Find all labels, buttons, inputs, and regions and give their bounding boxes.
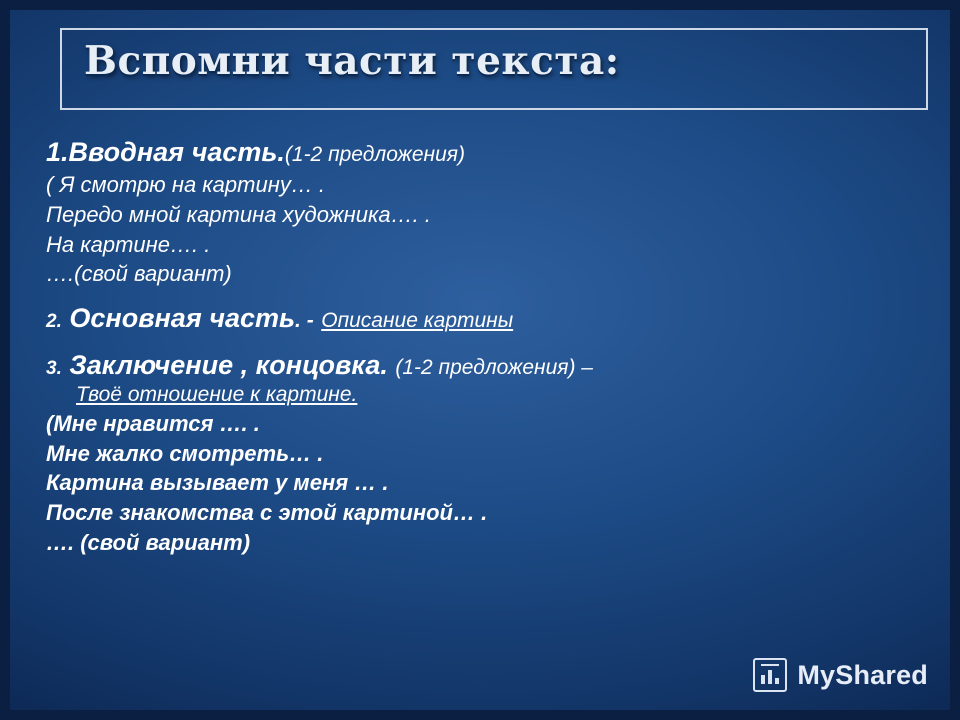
section-1-line-4: ….(свой вариант) [46,261,232,287]
section-3-title: Заключение , концовка. [69,350,388,381]
section-2-number: 2. [46,311,62,333]
section-3-note: (1-2 предложения) – [395,356,593,380]
section-3-number: 3. [46,358,62,380]
section-3-line-2: Мне жалко смотреть… . [46,440,324,466]
section-1-line-1: ( Я смотрю на картину… . [46,171,326,197]
section-3-line-3: Картина вызывает у меня … . [46,470,389,496]
section-3-line-1: (Мне нравится …. . [46,410,260,436]
section-3-heading [46,349,926,382]
section-3-underlined: Твоё отношение к картине. [76,383,358,407]
section-2-note: . - [295,309,314,333]
myshared-logo[interactable] [753,658,928,692]
section-1-note: (1-2 предложения) [284,143,465,166]
title-box [60,28,928,110]
section-1-line-3: На картине…. . [46,231,211,257]
section-1-heading [46,136,926,169]
section-3-line-5: …. (свой вариант) [46,530,251,556]
section-2-heading [46,302,926,335]
section-3-line-4: После знакомства с этой картиной… . [46,500,488,526]
page-title: Вспомни части текста: [84,38,620,84]
section-2-title: Основная часть [69,303,296,334]
chart-logo-icon [753,658,787,692]
section-1-number: 1. [46,137,69,167]
section-1-title: Вводная часть. [68,137,285,167]
section-2-underlined: Описание картины [321,309,514,333]
myshared-logo-text: MyShared [797,659,928,690]
section-1-line-2: Передо мной картина художника…. . [46,201,431,227]
slide-body [46,128,926,557]
